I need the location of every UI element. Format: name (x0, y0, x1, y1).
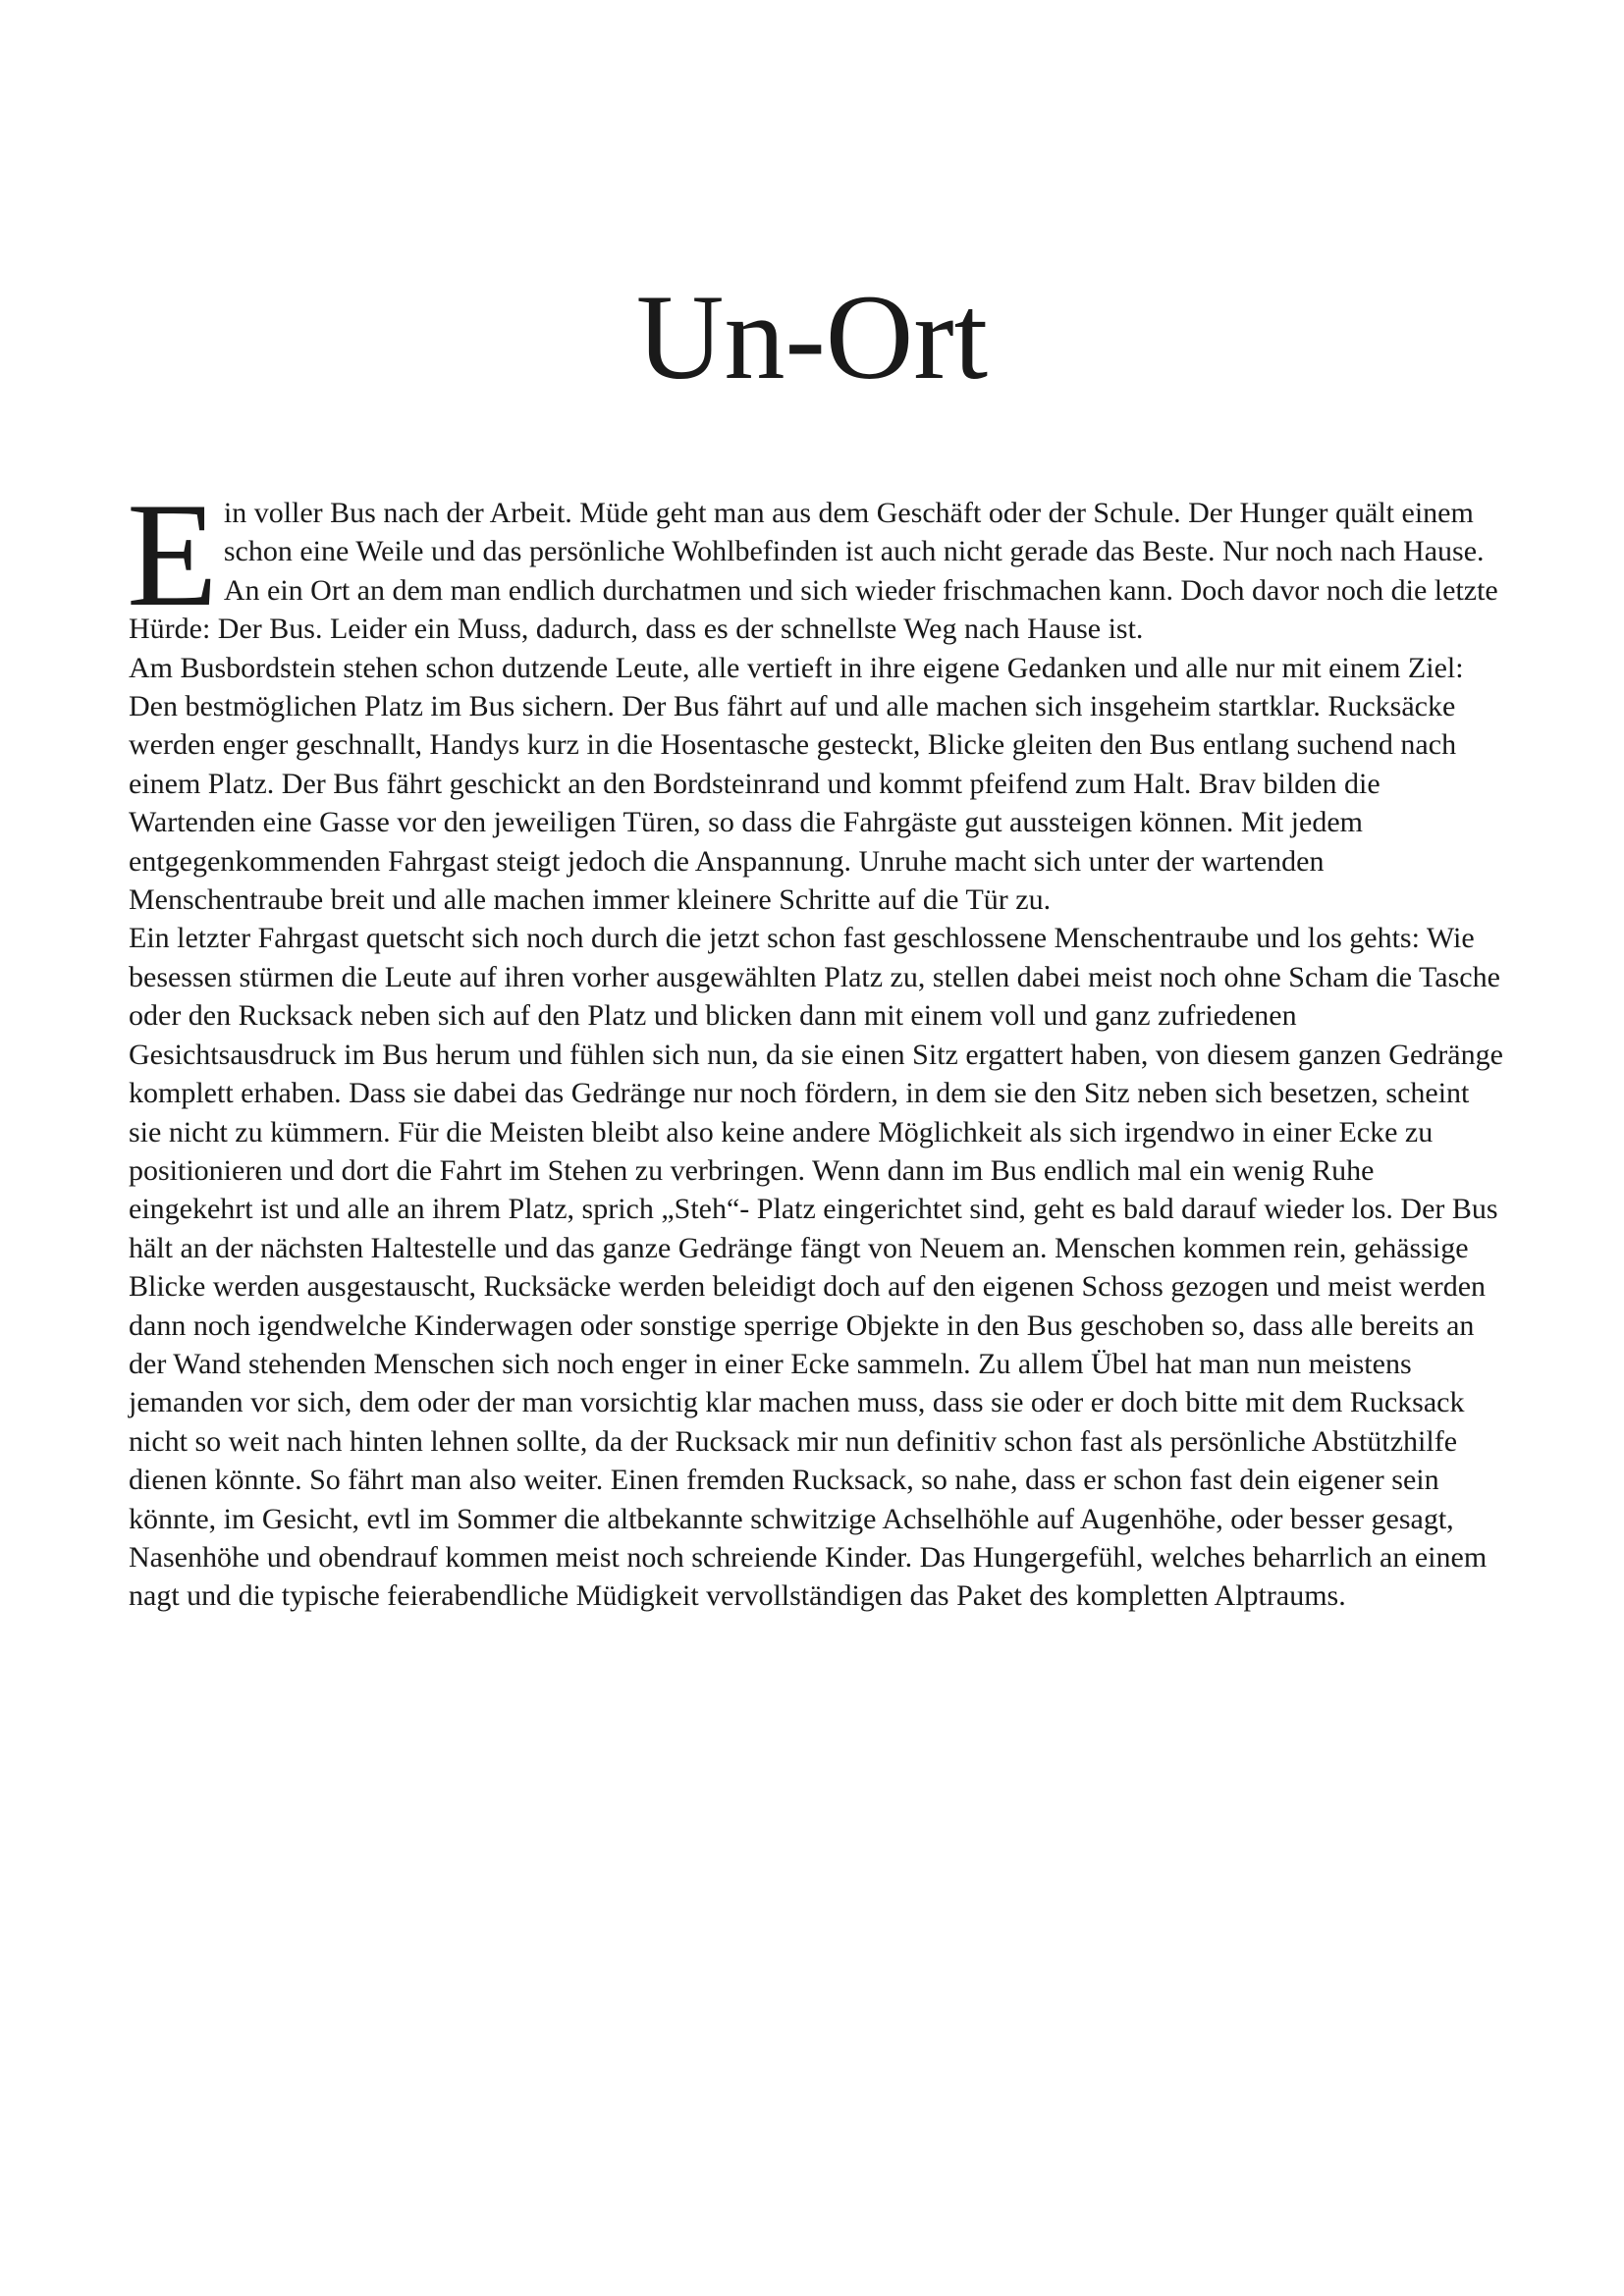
article-body (127, 472, 1503, 1616)
paragraph-2: Am Busbordstein stehen schon dutzende Leute, alle vertieft in ihre eigene Gedanken und alle nur mit einem Ziel: Den bestmöglichen Platz im Bus sichern. Der Bus fährt auf und alle machen sich insgeheim startklar. Rucksäcke werden enger geschnallt, Handys kurz in die Hosentasche gesteckt, Blicke gleiten den Bus entlang suchend nach einem Platz. Der Bus fährt geschickt an den Bordsteinrand und kommt pfeifend zum Halt. Brav bilden die Wartenden eine Gasse vor den jeweiligen Türen, so dass die Fahrgäste gut aussteigen können. Mit jedem entgegenkommenden Fahrgast steigt jedoch die Anspannung. Unruhe macht sich unter der wartenden Menschentraube breit und alle machen immer kleinere Schritte auf die Tür zu. (129, 651, 1464, 917)
paragraph-1-text: in voller Bus nach der Arbeit. Müde geht man aus dem Geschäft oder der Schule. Der Hunger quält einem schon eine Weile und das persönliche Wohlbefinden ist auch nicht gerade das Beste. Nur noch nach Hause. An ein Ort an dem man endlich durchatmen und sich wieder frischmachen kann. Doch davor noch die letzte Hürde: Der Bus. Leider ein Muss, dadurch, dass es der schnellste Weg nach Hause ist. (129, 497, 1498, 646)
drop-cap: E (127, 472, 218, 637)
paragraph-3: Ein letzter Fahrgast quetscht sich noch durch die jetzt schon fast geschlossene Menschentraube und los gehts: Wie besessen stürmen die Leute auf ihren vorher ausgewählten Platz zu, stellen dabei meist noch ohne Scham die Tasche oder den Rucksack neben sich auf den Platz und blicken dann mit einem voll und ganz zufriedenen Gesichtsausdruck im Bus herum und fühlen sich nun, da sie einen Sitz ergattert haben, von diesem ganzen Gedränge komplett erhaben. Dass sie dabei das Gedränge nur noch fördern, in dem sie den Sitz neben sich besetzen, scheint sie nicht zu kümmern. Für die Meisten bleibt also keine andere Möglichkeit als sich irgendwo in einer Ecke zu positionieren und dort die Fahrt im Stehen zu verbringen. Wenn dann im Bus endlich mal ein wenig Ruhe eingekehrt ist und alle an ihrem Platz, sprich „Steh“- Platz eingerichtet sind, geht es bald darauf wieder los. Der Bus hält an der nächsten Haltestelle und das ganze Gedränge fängt von Neuem an. Menschen kommen rein, gehässige Blicke werden ausgestauscht, Rucksäcke werden beleidigt doch auf den eigenen Schoss gezogen und meist werden dann noch igendwelche Kinderwagen oder sonstige sperrige Objekte in den Bus geschoben so, dass alle bereits an der Wand stehenden Menschen sich noch enger in einer Ecke sammeln. Zu allem Übel hat man nun meistens jemanden vor sich, dem oder der man vorsichtig klar machen muss, dass sie oder er doch bitte mit dem Rucksack nicht so weit nach hinten lehnen sollte, da der Rucksack mir nun definitiv schon fast als persönliche Abstützhilfe dienen könnte. So fährt man also weiter. Einen fremden Rucksack, so nahe, dass er schon fast dein eigener sein könnte, im Gesicht, evtl im Sommer die altbekannte schwitzige Achselhöhle auf Augenhöhe, oder besser gesagt, Nasenhöhe und obendrauf kommen meist noch schreiende Kinder. Das Hungergefühl, welches beharrlich an einem nagt und die typische feierabendliche Müdigkeit vervollständigen das Paket des kompletten Alptraums. (129, 922, 1503, 1613)
page-title: Un-Ort (635, 270, 989, 404)
paragraph-1 (127, 472, 1503, 649)
